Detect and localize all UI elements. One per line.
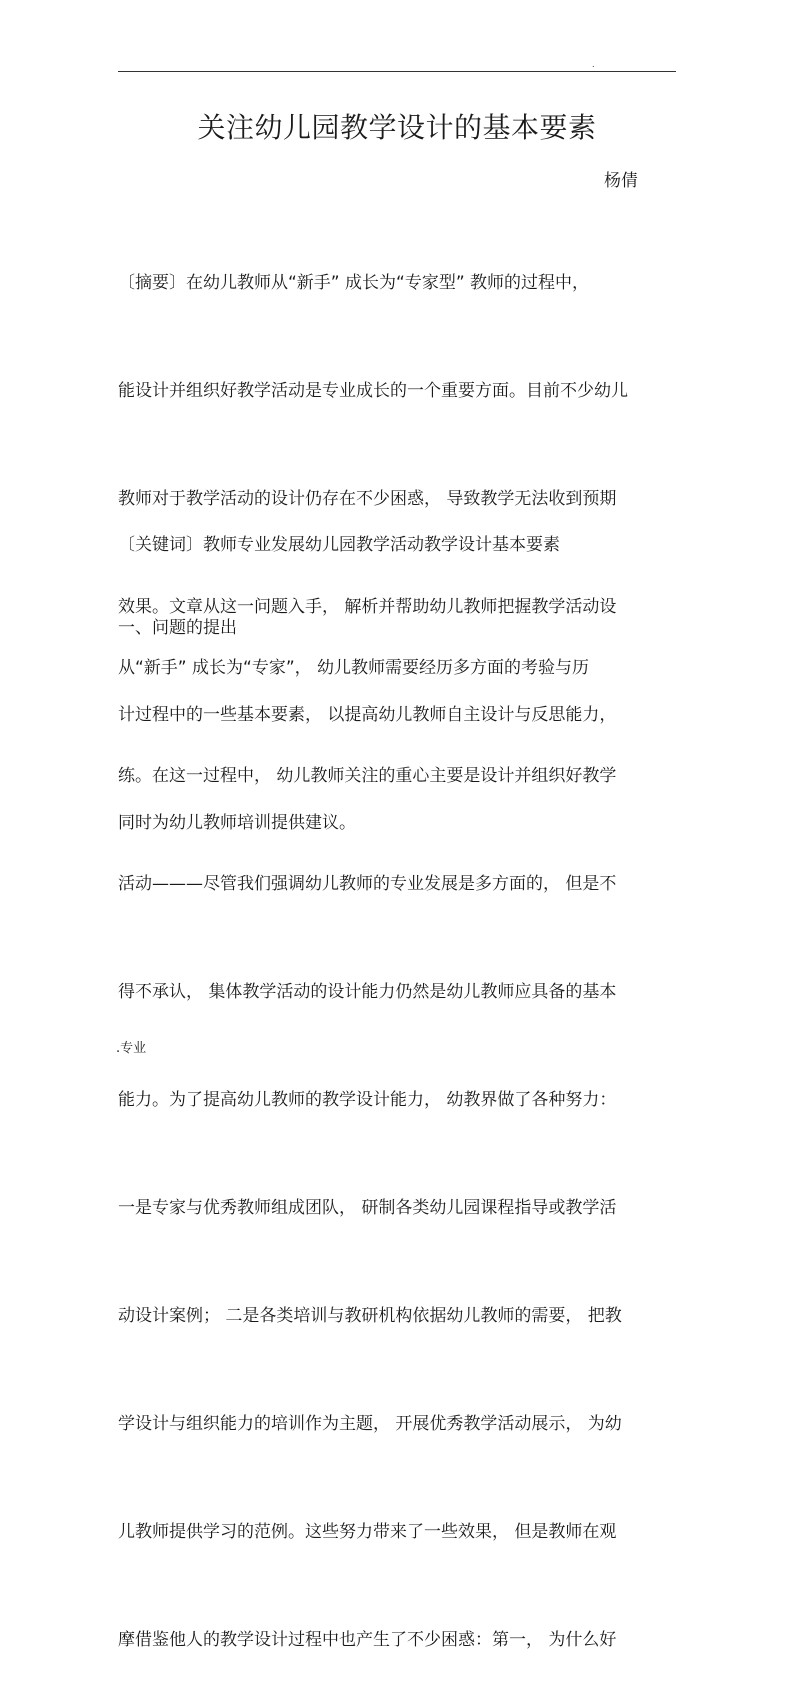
abstract-line: 计过程中的一些基本要素， 以提高幼儿教师自主设计与反思能力， xyxy=(118,705,617,725)
body-line: 学设计与组织能力的培训作为主题， 开展优秀教学活动展示， 为幼 xyxy=(118,1414,622,1434)
body-line: 活动———尽管我们强调幼儿教师的专业发展是多方面的， 但是不 xyxy=(118,874,617,894)
body-paragraph xyxy=(118,578,622,1694)
keywords-line: 〔关键词〕教师专业发展幼儿园教学活动教学设计基本要素 xyxy=(118,535,560,555)
body-line: 摩借鉴他人的教学设计过程中也产生了不少困惑：第一， 为什么好 xyxy=(118,1630,617,1650)
body-line: 能力。为了提高幼儿教师的教学设计能力， 幼教界做了各种努力： xyxy=(118,1090,617,1110)
header-rule xyxy=(118,71,676,72)
body-line: 动设计案例； 二是各类培训与教研机构依据幼儿教师的需要， 把教 xyxy=(118,1306,622,1326)
document-title: 关注幼儿园教学设计的基本要素 xyxy=(197,111,597,144)
body-line: 一是专家与优秀教师组成团队， 研制各类幼儿园课程指导或教学活 xyxy=(118,1198,617,1218)
abstract-line: 〔摘要〕在幼儿教师从“新手” 成长为“专家型” 教师的过程中， xyxy=(118,273,590,293)
author-name: 杨倩 xyxy=(604,171,638,191)
body-line: 得不承认， 集体教学活动的设计能力仍然是幼儿教师应具备的基本 xyxy=(118,982,617,1002)
body-line: 儿教师提供学习的范例。这些努力带来了一些效果， 但是教师在观 xyxy=(118,1522,617,1542)
section-heading-text: 一、问题的提出 xyxy=(118,618,237,638)
body-line: 从“新手” 成长为“专家”， 幼儿教师需要经历多方面的考验与历 xyxy=(118,658,590,678)
footer-label: .专业 xyxy=(116,1041,147,1056)
abstract-line: 效果。文章从这一问题入手， 解析并帮助幼儿教师把握教学活动设 xyxy=(118,597,617,617)
body-line: 练。在这一过程中， 幼儿教师关注的重心主要是设计并组织好教学 xyxy=(118,766,617,786)
abstract-line: 同时为幼儿教师培训提供建议。 xyxy=(118,813,356,833)
abstract-line: 能设计并组织好教学活动是专业成长的一个重要方面。目前不少幼儿 xyxy=(118,381,628,401)
abstract-line: 教师对于教学活动的设计仍存在不少困惑， 导致教学无法收到预期 xyxy=(118,489,617,509)
header-mark: . xyxy=(592,60,595,69)
